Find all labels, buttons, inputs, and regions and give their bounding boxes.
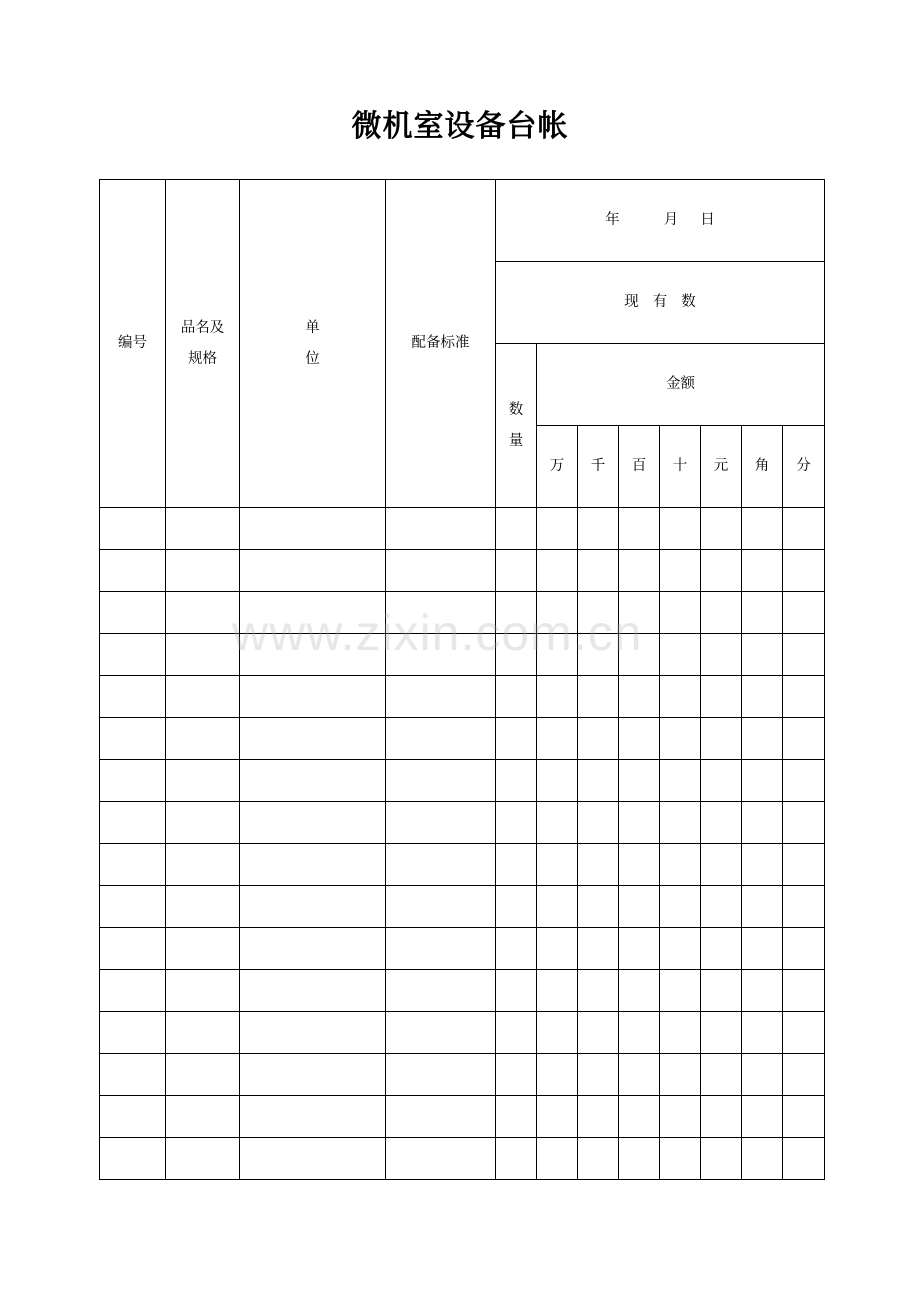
table-cell[interactable] bbox=[578, 844, 619, 886]
table-cell[interactable] bbox=[537, 508, 578, 550]
table-row bbox=[100, 970, 825, 1012]
table-cell[interactable] bbox=[619, 1096, 660, 1138]
table-cell[interactable] bbox=[701, 550, 742, 592]
table-cell[interactable] bbox=[660, 592, 701, 634]
table-cell[interactable] bbox=[240, 550, 386, 592]
table-cell[interactable] bbox=[578, 802, 619, 844]
table-cell[interactable] bbox=[166, 928, 240, 970]
table-cell[interactable] bbox=[166, 508, 240, 550]
table-cell[interactable] bbox=[742, 760, 783, 802]
table-cell[interactable] bbox=[619, 802, 660, 844]
table-row bbox=[100, 592, 825, 634]
header-number: 编号 bbox=[100, 180, 166, 508]
table-cell[interactable] bbox=[742, 718, 783, 760]
table-cell[interactable] bbox=[166, 634, 240, 676]
table-cell[interactable] bbox=[742, 844, 783, 886]
table-row bbox=[100, 718, 825, 760]
table-cell[interactable] bbox=[386, 550, 496, 592]
table-row bbox=[100, 1096, 825, 1138]
table-cell[interactable] bbox=[537, 718, 578, 760]
table-cell[interactable] bbox=[701, 718, 742, 760]
table-cell[interactable] bbox=[578, 592, 619, 634]
table-cell[interactable] bbox=[496, 550, 537, 592]
table-cell[interactable] bbox=[742, 886, 783, 928]
header-current-count: 现 有 数 bbox=[496, 262, 825, 344]
table-cell[interactable] bbox=[742, 592, 783, 634]
table-cell[interactable] bbox=[660, 550, 701, 592]
table-cell[interactable] bbox=[660, 760, 701, 802]
table-cell[interactable] bbox=[386, 634, 496, 676]
table-row bbox=[100, 802, 825, 844]
table-cell[interactable] bbox=[386, 592, 496, 634]
table-cell[interactable] bbox=[742, 508, 783, 550]
table-cell[interactable] bbox=[100, 634, 166, 676]
table-cell[interactable] bbox=[496, 886, 537, 928]
header-date bbox=[496, 180, 825, 262]
page-title: 微机室设备台帐 bbox=[351, 109, 569, 144]
table-cell[interactable] bbox=[496, 1012, 537, 1054]
table-cell[interactable] bbox=[783, 508, 825, 550]
table-cell[interactable] bbox=[619, 634, 660, 676]
table-cell[interactable] bbox=[742, 970, 783, 1012]
table-cell[interactable] bbox=[166, 844, 240, 886]
table-cell[interactable] bbox=[660, 1054, 701, 1096]
table-cell[interactable] bbox=[240, 508, 386, 550]
table-cell[interactable] bbox=[619, 676, 660, 718]
table-cell[interactable] bbox=[100, 676, 166, 718]
table-cell[interactable] bbox=[496, 1138, 537, 1180]
table-cell[interactable] bbox=[701, 928, 742, 970]
table-cell[interactable] bbox=[537, 886, 578, 928]
table-cell[interactable] bbox=[100, 970, 166, 1012]
table-cell[interactable] bbox=[537, 1012, 578, 1054]
table-cell[interactable] bbox=[100, 550, 166, 592]
table-cell[interactable] bbox=[240, 1054, 386, 1096]
table-cell[interactable] bbox=[578, 1054, 619, 1096]
table-cell[interactable] bbox=[619, 844, 660, 886]
table-cell[interactable] bbox=[537, 1138, 578, 1180]
header-standard: 配备标准 bbox=[386, 180, 496, 508]
table-cell[interactable] bbox=[100, 844, 166, 886]
header-unit-line1: 单 bbox=[305, 319, 320, 336]
table-cell[interactable] bbox=[660, 634, 701, 676]
table-cell[interactable] bbox=[240, 634, 386, 676]
table-cell[interactable] bbox=[240, 592, 386, 634]
table-cell[interactable] bbox=[166, 1012, 240, 1054]
table-cell[interactable] bbox=[537, 676, 578, 718]
table-cell[interactable] bbox=[660, 928, 701, 970]
table-cell[interactable] bbox=[386, 886, 496, 928]
table-cell[interactable] bbox=[496, 634, 537, 676]
table-cell[interactable] bbox=[742, 634, 783, 676]
table-cell[interactable] bbox=[386, 1096, 496, 1138]
table-cell[interactable] bbox=[166, 886, 240, 928]
table-cell[interactable] bbox=[701, 844, 742, 886]
table-row bbox=[100, 634, 825, 676]
table-cell[interactable] bbox=[701, 1054, 742, 1096]
table-cell[interactable] bbox=[166, 760, 240, 802]
table-cell[interactable] bbox=[660, 676, 701, 718]
header-amount: 金额 bbox=[537, 344, 825, 426]
table-cell[interactable] bbox=[783, 886, 825, 928]
table-cell[interactable] bbox=[701, 970, 742, 1012]
table-cell[interactable] bbox=[701, 1096, 742, 1138]
table-cell[interactable] bbox=[537, 970, 578, 1012]
header-date-day: 日 bbox=[700, 212, 715, 228]
header-name-spec-line1: 品名及 bbox=[180, 319, 225, 336]
table-row bbox=[100, 760, 825, 802]
table-cell[interactable] bbox=[240, 928, 386, 970]
table-cell[interactable] bbox=[660, 844, 701, 886]
table-cell[interactable] bbox=[742, 1138, 783, 1180]
table-cell[interactable] bbox=[619, 508, 660, 550]
table-cell[interactable] bbox=[783, 760, 825, 802]
table-cell[interactable] bbox=[660, 886, 701, 928]
table-cell[interactable] bbox=[742, 676, 783, 718]
table-cell[interactable] bbox=[578, 970, 619, 1012]
table-cell[interactable] bbox=[240, 886, 386, 928]
table-cell[interactable] bbox=[537, 634, 578, 676]
table-cell[interactable] bbox=[660, 1012, 701, 1054]
table-row bbox=[100, 928, 825, 970]
table-cell[interactable] bbox=[660, 1138, 701, 1180]
table-cell[interactable] bbox=[240, 844, 386, 886]
table-cell[interactable] bbox=[701, 886, 742, 928]
table-cell[interactable] bbox=[496, 970, 537, 1012]
table-cell[interactable] bbox=[386, 970, 496, 1012]
table-cell[interactable] bbox=[496, 1054, 537, 1096]
header-unit-jiao: 角 bbox=[742, 426, 783, 508]
table-cell[interactable] bbox=[166, 970, 240, 1012]
table-cell[interactable] bbox=[100, 1012, 166, 1054]
table-cell[interactable] bbox=[386, 844, 496, 886]
header-unit-line2: 位 bbox=[305, 350, 320, 367]
table-cell[interactable] bbox=[783, 970, 825, 1012]
table-cell[interactable] bbox=[783, 1096, 825, 1138]
header-unit bbox=[240, 180, 386, 508]
table-cell[interactable] bbox=[660, 802, 701, 844]
table-cell[interactable] bbox=[701, 676, 742, 718]
table-cell[interactable] bbox=[100, 1138, 166, 1180]
table-cell[interactable] bbox=[742, 1096, 783, 1138]
table-cell[interactable] bbox=[496, 1096, 537, 1138]
header-quantity-line1: 数 bbox=[508, 401, 524, 418]
table-cell[interactable] bbox=[240, 970, 386, 1012]
table-cell[interactable] bbox=[166, 676, 240, 718]
table-cell[interactable] bbox=[166, 550, 240, 592]
table-row bbox=[100, 1054, 825, 1096]
equipment-ledger-table bbox=[99, 179, 825, 1180]
table-cell[interactable] bbox=[537, 592, 578, 634]
table-cell[interactable] bbox=[100, 802, 166, 844]
table-cell[interactable] bbox=[701, 760, 742, 802]
table-cell[interactable] bbox=[660, 508, 701, 550]
header-quantity-line2: 量 bbox=[508, 432, 524, 449]
table-cell[interactable] bbox=[100, 1054, 166, 1096]
table-cell[interactable] bbox=[578, 886, 619, 928]
table-cell[interactable] bbox=[166, 1138, 240, 1180]
table-cell[interactable] bbox=[783, 1012, 825, 1054]
table-cell[interactable] bbox=[619, 760, 660, 802]
table-cell[interactable] bbox=[100, 928, 166, 970]
header-row-date bbox=[100, 180, 825, 262]
table-cell[interactable] bbox=[240, 1096, 386, 1138]
watermark-text: www.zixin.com.cn bbox=[232, 605, 643, 661]
table-cell[interactable] bbox=[386, 928, 496, 970]
table-cell[interactable] bbox=[783, 550, 825, 592]
table-cell[interactable] bbox=[742, 1012, 783, 1054]
table-row bbox=[100, 1138, 825, 1180]
table-cell[interactable] bbox=[386, 1054, 496, 1096]
table-cell[interactable] bbox=[496, 718, 537, 760]
table-cell[interactable] bbox=[619, 1054, 660, 1096]
table-cell[interactable] bbox=[240, 802, 386, 844]
table-cell[interactable] bbox=[619, 886, 660, 928]
table-cell[interactable] bbox=[496, 928, 537, 970]
table-cell[interactable] bbox=[578, 550, 619, 592]
table-cell[interactable] bbox=[240, 760, 386, 802]
table-cell[interactable] bbox=[100, 760, 166, 802]
table-cell[interactable] bbox=[619, 928, 660, 970]
table-cell[interactable] bbox=[537, 1096, 578, 1138]
table-cell[interactable] bbox=[240, 676, 386, 718]
table-cell[interactable] bbox=[386, 676, 496, 718]
table-cell[interactable] bbox=[578, 1096, 619, 1138]
header-unit-wan: 万 bbox=[537, 426, 578, 508]
table-cell[interactable] bbox=[100, 508, 166, 550]
table-cell[interactable] bbox=[783, 634, 825, 676]
table-cell[interactable] bbox=[660, 1096, 701, 1138]
table-cell[interactable] bbox=[701, 802, 742, 844]
table-cell[interactable] bbox=[100, 1096, 166, 1138]
table-cell[interactable] bbox=[100, 718, 166, 760]
table-cell[interactable] bbox=[783, 718, 825, 760]
table-cell[interactable] bbox=[537, 760, 578, 802]
header-unit-qian: 千 bbox=[578, 426, 619, 508]
table-cell[interactable] bbox=[386, 718, 496, 760]
table-cell[interactable] bbox=[619, 1138, 660, 1180]
table-cell[interactable] bbox=[100, 592, 166, 634]
header-name-spec bbox=[166, 180, 240, 508]
table-row bbox=[100, 508, 825, 550]
table-cell[interactable] bbox=[537, 928, 578, 970]
table-cell[interactable] bbox=[660, 970, 701, 1012]
table-cell[interactable] bbox=[537, 802, 578, 844]
header-name-spec-line2: 规格 bbox=[188, 350, 217, 367]
table-cell[interactable] bbox=[496, 676, 537, 718]
table-row bbox=[100, 676, 825, 718]
table-cell[interactable] bbox=[537, 550, 578, 592]
table-cell[interactable] bbox=[701, 634, 742, 676]
table-cell[interactable] bbox=[166, 802, 240, 844]
header-unit-shi: 十 bbox=[660, 426, 701, 508]
table-cell[interactable] bbox=[783, 844, 825, 886]
table-cell[interactable] bbox=[619, 592, 660, 634]
table-cell[interactable] bbox=[386, 1138, 496, 1180]
table-row bbox=[100, 844, 825, 886]
table-cell[interactable] bbox=[701, 508, 742, 550]
table-cell[interactable] bbox=[166, 592, 240, 634]
table-cell[interactable] bbox=[386, 508, 496, 550]
table-cell[interactable] bbox=[783, 1138, 825, 1180]
table-cell[interactable] bbox=[578, 676, 619, 718]
table-cell[interactable] bbox=[240, 718, 386, 760]
table-cell[interactable] bbox=[742, 928, 783, 970]
table-cell[interactable] bbox=[166, 718, 240, 760]
header-unit-yuan: 元 bbox=[701, 426, 742, 508]
table-cell[interactable] bbox=[701, 592, 742, 634]
header-date-year: 年 bbox=[605, 212, 620, 228]
table-cell[interactable] bbox=[386, 760, 496, 802]
table-cell[interactable] bbox=[619, 1012, 660, 1054]
table-cell[interactable] bbox=[537, 1054, 578, 1096]
table-cell[interactable] bbox=[240, 1138, 386, 1180]
table-row bbox=[100, 550, 825, 592]
table-cell[interactable] bbox=[240, 1012, 386, 1054]
table-cell[interactable] bbox=[578, 634, 619, 676]
header-quantity bbox=[496, 344, 537, 508]
header-unit-bai: 百 bbox=[619, 426, 660, 508]
header-unit-fen: 分 bbox=[783, 426, 825, 508]
table-cell[interactable] bbox=[619, 550, 660, 592]
table-cell[interactable] bbox=[701, 1138, 742, 1180]
table-cell[interactable] bbox=[742, 1054, 783, 1096]
table-cell[interactable] bbox=[783, 592, 825, 634]
table-cell[interactable] bbox=[166, 1054, 240, 1096]
table-cell[interactable] bbox=[783, 802, 825, 844]
table-cell[interactable] bbox=[578, 718, 619, 760]
header-date-month: 月 bbox=[663, 212, 679, 228]
table-cell[interactable] bbox=[619, 970, 660, 1012]
table-cell[interactable] bbox=[742, 550, 783, 592]
table-cell[interactable] bbox=[619, 718, 660, 760]
table-cell[interactable] bbox=[578, 1012, 619, 1054]
table-cell[interactable] bbox=[496, 592, 537, 634]
table-cell[interactable] bbox=[166, 1096, 240, 1138]
table-cell[interactable] bbox=[701, 1012, 742, 1054]
table-cell[interactable] bbox=[783, 1054, 825, 1096]
table-cell[interactable] bbox=[783, 676, 825, 718]
table-cell[interactable] bbox=[783, 928, 825, 970]
table-cell[interactable] bbox=[386, 802, 496, 844]
table-cell[interactable] bbox=[537, 844, 578, 886]
table-cell[interactable] bbox=[386, 1012, 496, 1054]
table-cell[interactable] bbox=[496, 760, 537, 802]
table-cell[interactable] bbox=[496, 802, 537, 844]
table-cell[interactable] bbox=[578, 928, 619, 970]
table-cell[interactable] bbox=[578, 1138, 619, 1180]
table-row bbox=[100, 1012, 825, 1054]
table-cell[interactable] bbox=[496, 844, 537, 886]
table-cell[interactable] bbox=[742, 802, 783, 844]
table-cell[interactable] bbox=[578, 760, 619, 802]
table-row bbox=[100, 886, 825, 928]
table-cell[interactable] bbox=[496, 508, 537, 550]
table-cell[interactable] bbox=[578, 508, 619, 550]
table-cell[interactable] bbox=[660, 718, 701, 760]
table-cell[interactable] bbox=[100, 886, 166, 928]
